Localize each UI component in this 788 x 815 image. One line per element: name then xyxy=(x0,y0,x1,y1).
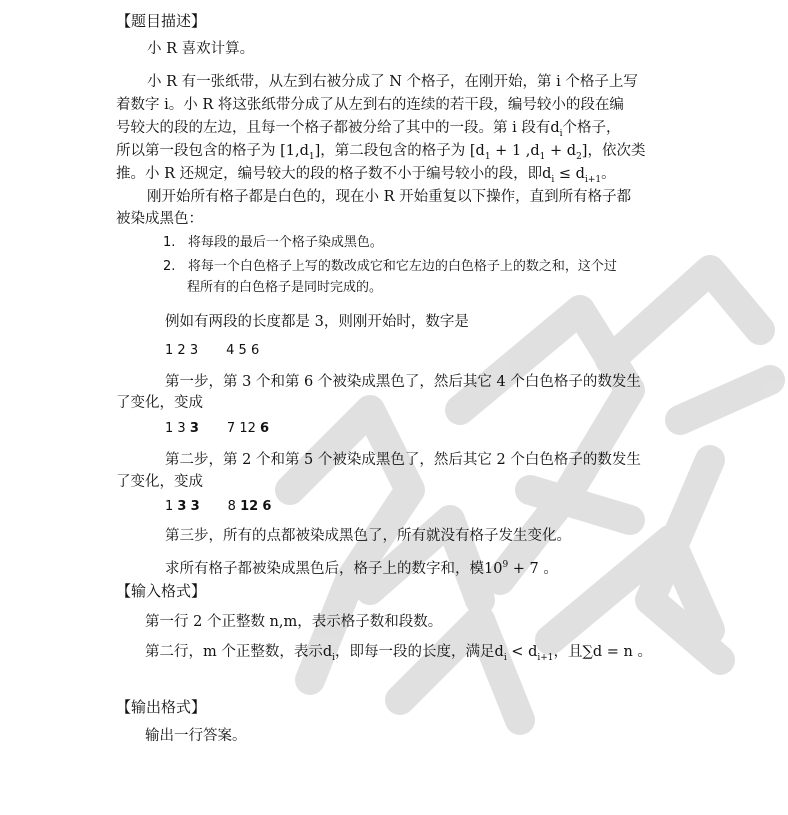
p1-line-5: 推。小 R 还规定，编号较大的段的格子数不小于编号较小的段，即$d_i \le d_{i+1}$。 xyxy=(116,166,616,185)
list-item: 1. 将每段的最后一个格子染成黑色。 xyxy=(163,235,383,250)
p1-line-2: 着数字 i。小 R 将这张纸带分成了从左到右的连续的若干段，编号较小的段在编 xyxy=(116,97,624,113)
step1-line-2: 了变化，变成 xyxy=(116,395,203,411)
input-format-heading: 【输入格式】 xyxy=(116,582,207,600)
example-row-initial: 1 2 3 4 5 6 xyxy=(165,343,260,358)
problem-description-heading: 【题目描述】 xyxy=(116,12,207,30)
step2-line-2: 了变化，变成 xyxy=(116,474,203,490)
output-line-1: 输出一行答案。 xyxy=(145,728,247,744)
intro-text: 小 R 喜欢计算。 xyxy=(147,41,255,57)
input-line-2: 第二行，m 个正整数，表示$d_i$，即每一段的长度，满足$d_i < d_{i+1}$，且∑d = n 。 xyxy=(145,644,652,663)
example-intro: 例如有两段的长度都是 3，则刚开始时，数字是 xyxy=(165,314,469,330)
input-line-1: 第一行 2 个正整数 n,m，表示格子数和段数。 xyxy=(145,614,443,630)
p1-line-1: 小 R 有一张纸带，从左到右被分成了 N 个格子，在刚开始，第 i 个格子上写 xyxy=(147,74,638,90)
list-item: 2. 将每一个白色格子上写的数改成它和它左边的白色格子上的数之和，这个过 xyxy=(163,259,617,274)
ask-text: 求所有格子都被染成黑色后，格子上的数字和，模$10^9 + 7$ 。 xyxy=(165,560,558,577)
example-row-step2: 1 3 3 8 12 6 xyxy=(165,499,272,514)
p2-line-1: 刚开始所有格子都是白色的，现在小 R 开始重复以下操作，直到所有格子都 xyxy=(147,189,632,205)
output-format-heading: 【输出格式】 xyxy=(116,698,207,716)
p1-line-3: 号较大的段的左边，且每一个格子都被分给了其中的一段。第 i 段有$d_i$个格子， xyxy=(116,120,621,139)
step1-line-1: 第一步，第 3 个和第 6 个被染成黑色了，然后其它 4 个白色格子的数发生 xyxy=(165,374,641,390)
example-row-step1: 1 3 3 7 12 6 xyxy=(165,421,270,436)
p2-line-2: 被染成黑色： xyxy=(116,211,203,227)
list-item-continuation: 程所有的白色格子是同时完成的。 xyxy=(187,280,383,295)
step2-line-1: 第二步，第 2 个和第 5 个被染成黑色了，然后其它 2 个白色格子的数发生 xyxy=(165,452,641,468)
step3-text: 第三步，所有的点都被染成黑色了，所有就没有格子发生变化。 xyxy=(165,528,571,544)
p1-line-4: 所以第一段包含的格子为 $[1,d_1]$，第二段包含的格子为 [$d_1 + 1$ $,d_1 + d_2$]，依次类 xyxy=(116,143,646,162)
